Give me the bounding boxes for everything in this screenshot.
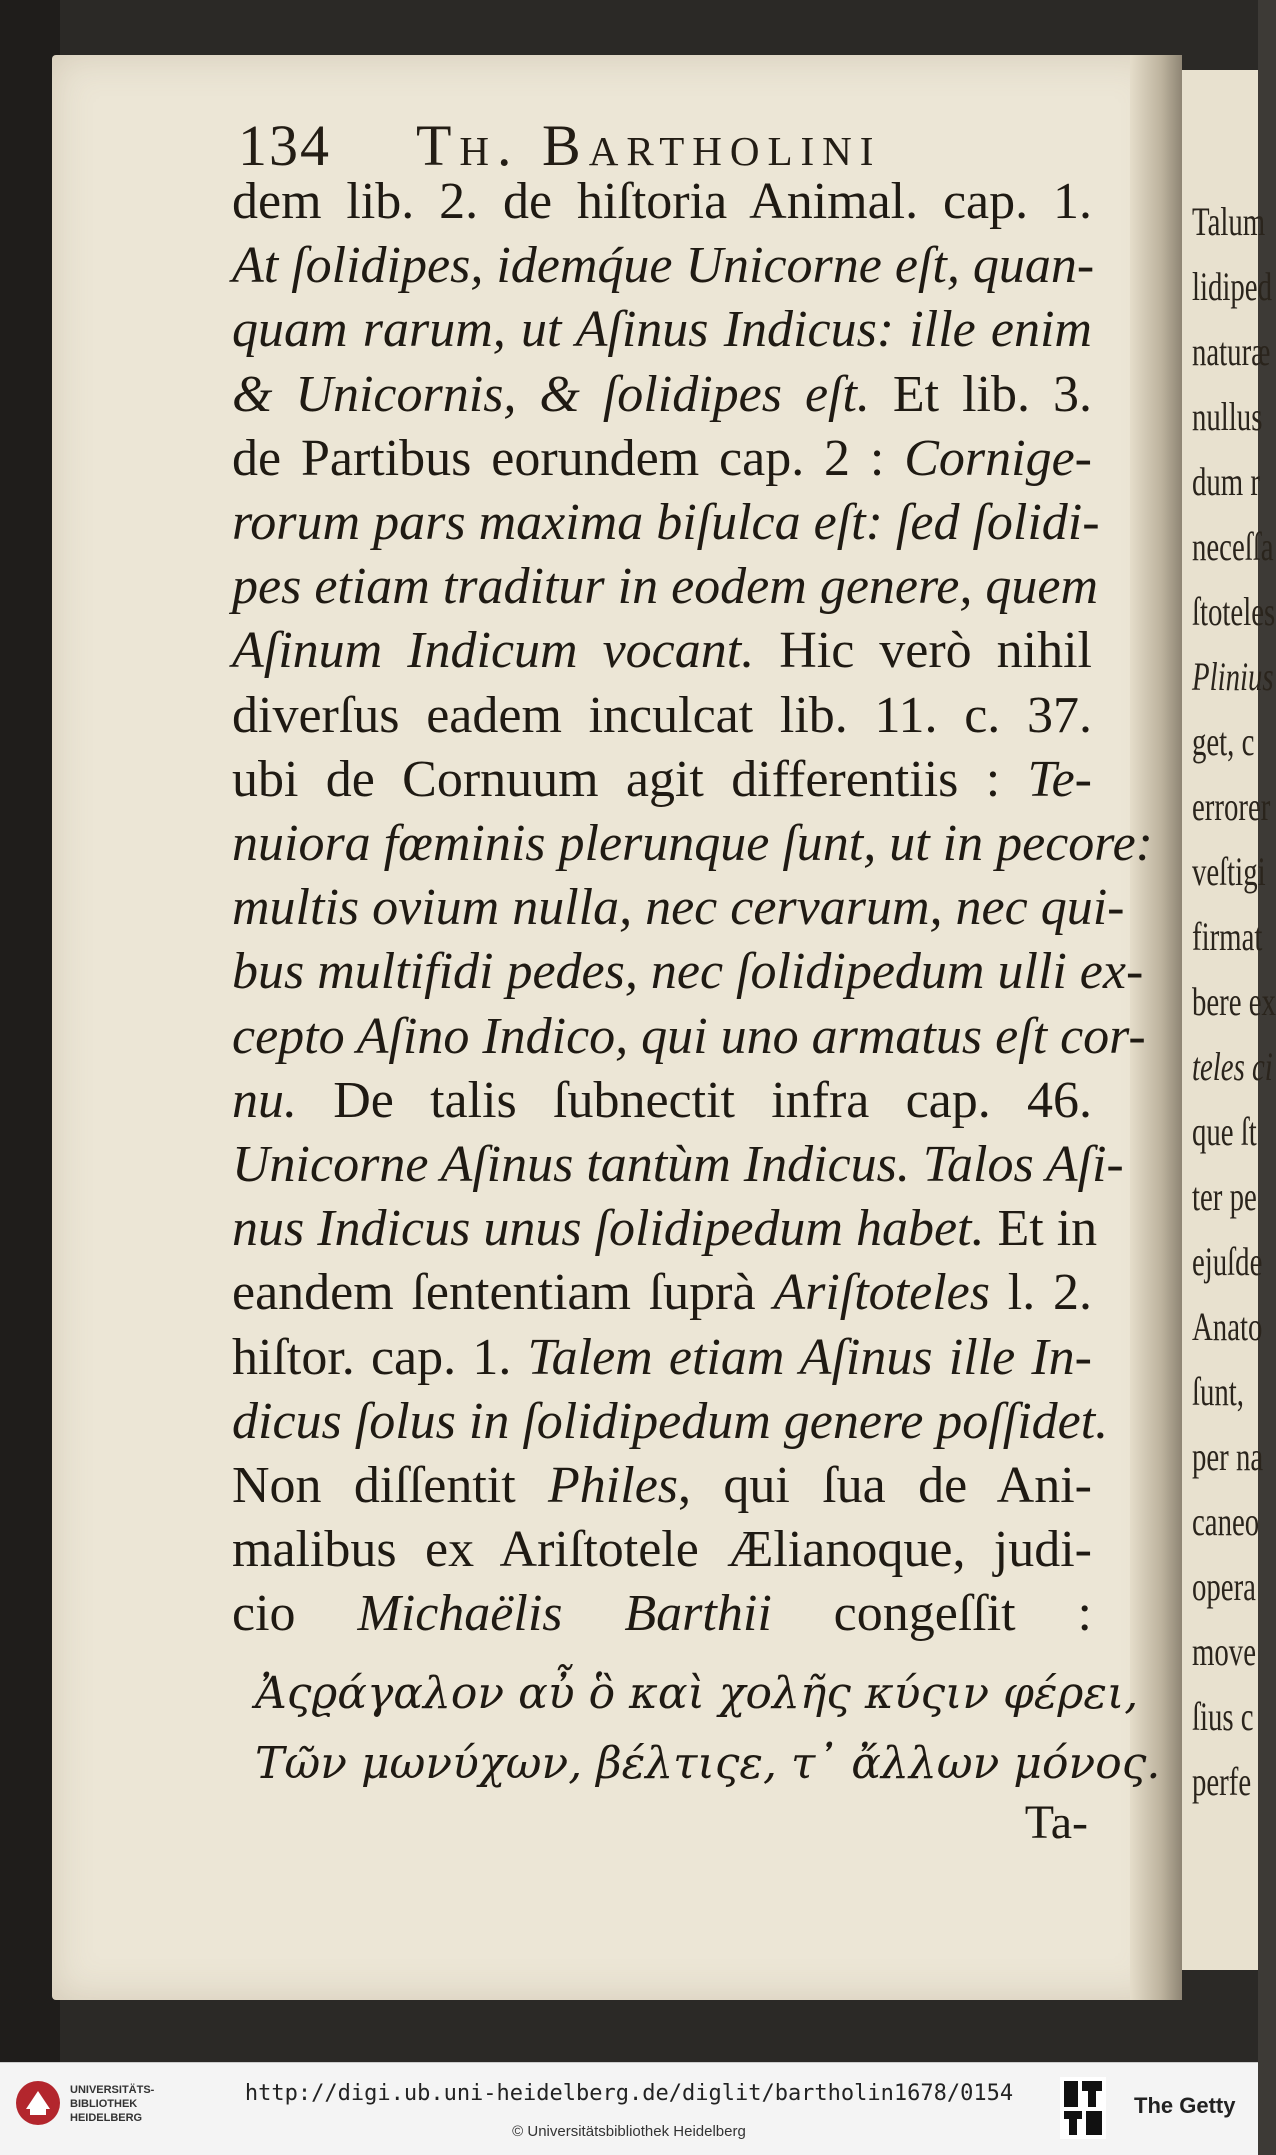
- italic-text: cepto Aſino Indico, qui uno armatus eſt cor-: [232, 1007, 1146, 1065]
- italic-text: rorum pars maxima biſulca eſt: ſed ſolidi-: [232, 494, 1100, 551]
- facing-page-word: bere ex: [1192, 979, 1276, 1024]
- italic-text: Ariſtoteles: [773, 1264, 990, 1322]
- text-line: [232, 814, 1153, 874]
- roman-text: Non diſſentit: [232, 1457, 549, 1514]
- facing-page-word: teles ci: [1192, 1044, 1273, 1089]
- facing-page-word: ſtoteles: [1192, 589, 1276, 634]
- text-line: [232, 1135, 1124, 1195]
- facing-page-word: perfe: [1192, 1759, 1252, 1804]
- text-line: [232, 1007, 1146, 1067]
- text-line: [232, 942, 1144, 1002]
- library-name-line-1: UNIVERSITÄTS-: [70, 2084, 155, 2096]
- getty-logo-icon: [1060, 2077, 1106, 2139]
- text-line: [232, 300, 1092, 360]
- italic-text: Michaëlis Barthii: [357, 1585, 772, 1643]
- roman-text: dem lib. 2. de hiſtoria Animal. cap. 1.: [232, 173, 1092, 230]
- roman-text: congeſſit :: [771, 1585, 1092, 1643]
- roman-text: eandem ſententiam ſuprà: [232, 1264, 774, 1322]
- facing-page-word: ſius c: [1192, 1694, 1254, 1739]
- greek-verse-line-1: Ἀςϱάγαλον αὖ ὃ καὶ χολῆς κύςιν φέρει,: [255, 1668, 1139, 1719]
- text-line: [232, 1071, 1092, 1131]
- roman-text: Et lib. 3.: [869, 365, 1092, 423]
- facing-page-word: naturæ: [1192, 329, 1271, 374]
- roman-text: de Partibus eorundem cap. 2 :: [232, 429, 905, 487]
- roman-text: cio: [232, 1585, 358, 1643]
- italic-text: quam rarum, ut Aſinus Indicus: ille enim: [232, 301, 1092, 359]
- facing-page-word: dum r: [1192, 459, 1260, 504]
- italic-text: Unicorne Aſinus tantùm Indicus. Talos Aſi-: [232, 1136, 1124, 1193]
- roman-text: hiſtor. cap. 1.: [232, 1328, 528, 1386]
- text-line: [232, 1328, 1092, 1388]
- facing-page-word: ejuſde: [1192, 1239, 1263, 1284]
- facing-page-word: nullus: [1192, 394, 1263, 439]
- catchword: Ta-: [1024, 1796, 1088, 1849]
- text-line: [232, 1392, 1109, 1452]
- italic-text: Philes: [548, 1457, 679, 1514]
- facing-page-word: Plinius: [1192, 654, 1274, 699]
- running-head-title: Th. Bartholini: [416, 113, 882, 178]
- library-name-line-3: HEIDELBERG: [70, 2112, 143, 2124]
- facing-page-word: ter pe: [1192, 1174, 1257, 1219]
- text-line: [232, 1263, 1092, 1323]
- italic-text: dicus ſolus in ſolidipedum genere poſſidet.: [232, 1392, 1109, 1450]
- roman-text: , qui ſua de Ani-: [678, 1457, 1092, 1514]
- text-line: [232, 1584, 1092, 1644]
- italic-text: multis ovium nulla, nec cervarum, nec qui-: [232, 879, 1125, 937]
- italic-text: nu.: [232, 1071, 297, 1129]
- facing-page-word: get, c: [1192, 719, 1255, 764]
- text-line: [232, 621, 1092, 681]
- running-head: [238, 112, 881, 179]
- text-line: [232, 1520, 1092, 1580]
- facing-page-word: caneo: [1192, 1499, 1260, 1544]
- facing-page-word: veſtigi: [1192, 849, 1266, 894]
- facing-page-word: firmat: [1192, 914, 1263, 959]
- text-line: [232, 1456, 1092, 1516]
- text-line: [232, 557, 1098, 617]
- facing-page-word: neceſſa: [1192, 524, 1274, 569]
- text-line: [232, 750, 1092, 810]
- facing-page-word: Anato: [1192, 1304, 1263, 1349]
- text-line: [232, 878, 1125, 938]
- getty-name: The Getty: [1134, 2093, 1236, 2118]
- facing-page-word: errorer: [1192, 784, 1271, 829]
- footer-bar: [0, 2062, 1258, 2155]
- italic-text: & Unicornis, & ſolidipes eſt.: [232, 365, 870, 423]
- roman-text: ubi de Cornuum agit differentiis :: [232, 750, 1028, 808]
- text-line: [232, 365, 1092, 425]
- roman-text: Hic verò nihil: [754, 622, 1092, 680]
- italic-text: pes etiam traditur in eodem genere, quem: [232, 558, 1098, 616]
- italic-text: Te-: [1027, 750, 1092, 808]
- permalink-url[interactable]: http://digi.ub.uni-heidelberg.de/diglit/bartholin1678/0154: [244, 2081, 1014, 2106]
- greek-verse-line-2: Τῶν μωνύχων, βέλτιςε, τ᾽ ἄλλων μόνος.: [255, 1738, 1161, 1789]
- copyright-notice: © Universitätsbibliothek Heidelberg: [512, 2123, 746, 2140]
- facing-page-word: opera: [1192, 1564, 1256, 1609]
- facing-page-word: move: [1192, 1629, 1256, 1674]
- facing-page-word: Talum: [1192, 199, 1266, 244]
- roman-text: De talis ſubnectit infra cap. 46.: [297, 1071, 1092, 1129]
- italic-text: Talem etiam Aſinus ille In-: [527, 1328, 1092, 1386]
- library-name-line-2: BIBLIOTHEK: [70, 2098, 138, 2110]
- facing-page-word: lidiped: [1192, 264, 1272, 309]
- italic-text: Aſinum Indicum vocant.: [232, 622, 755, 680]
- roman-text: Et in: [984, 1200, 1098, 1258]
- text-line: [232, 172, 1092, 232]
- italic-text: Cornige-: [904, 429, 1092, 487]
- text-line: [232, 493, 1100, 553]
- roman-text: malibus ex Ariſtotele Ælianoque, judi-: [232, 1521, 1092, 1579]
- facing-page-word: per na: [1192, 1434, 1264, 1479]
- text-line: [232, 1199, 1098, 1259]
- text-line: [232, 686, 1092, 746]
- roman-text: diverſus eadem inculcat lib. 11. c. 37.: [232, 686, 1092, 744]
- facing-page-fragment: [1182, 70, 1276, 1970]
- italic-text: nuiora fœminis plerunque ſunt, ut in pecore:: [232, 815, 1153, 872]
- facing-page-word: que ſt: [1192, 1109, 1257, 1154]
- text-line: [232, 236, 1095, 296]
- facing-page-word: ſunt,: [1192, 1369, 1245, 1414]
- italic-text: nus Indicus unus ſolidipedum habet.: [232, 1200, 985, 1258]
- roman-text: l. 2.: [989, 1264, 1092, 1322]
- page-number: 134: [238, 113, 331, 178]
- italic-text: bus multifidi pedes, nec ſolidipedum ulli ex-: [232, 943, 1144, 1001]
- left-edge-shadow: [0, 0, 60, 2062]
- text-line: [232, 429, 1092, 489]
- italic-text: At ſolidipes, idemq́ue Unicorne eſt, quan-: [232, 237, 1095, 295]
